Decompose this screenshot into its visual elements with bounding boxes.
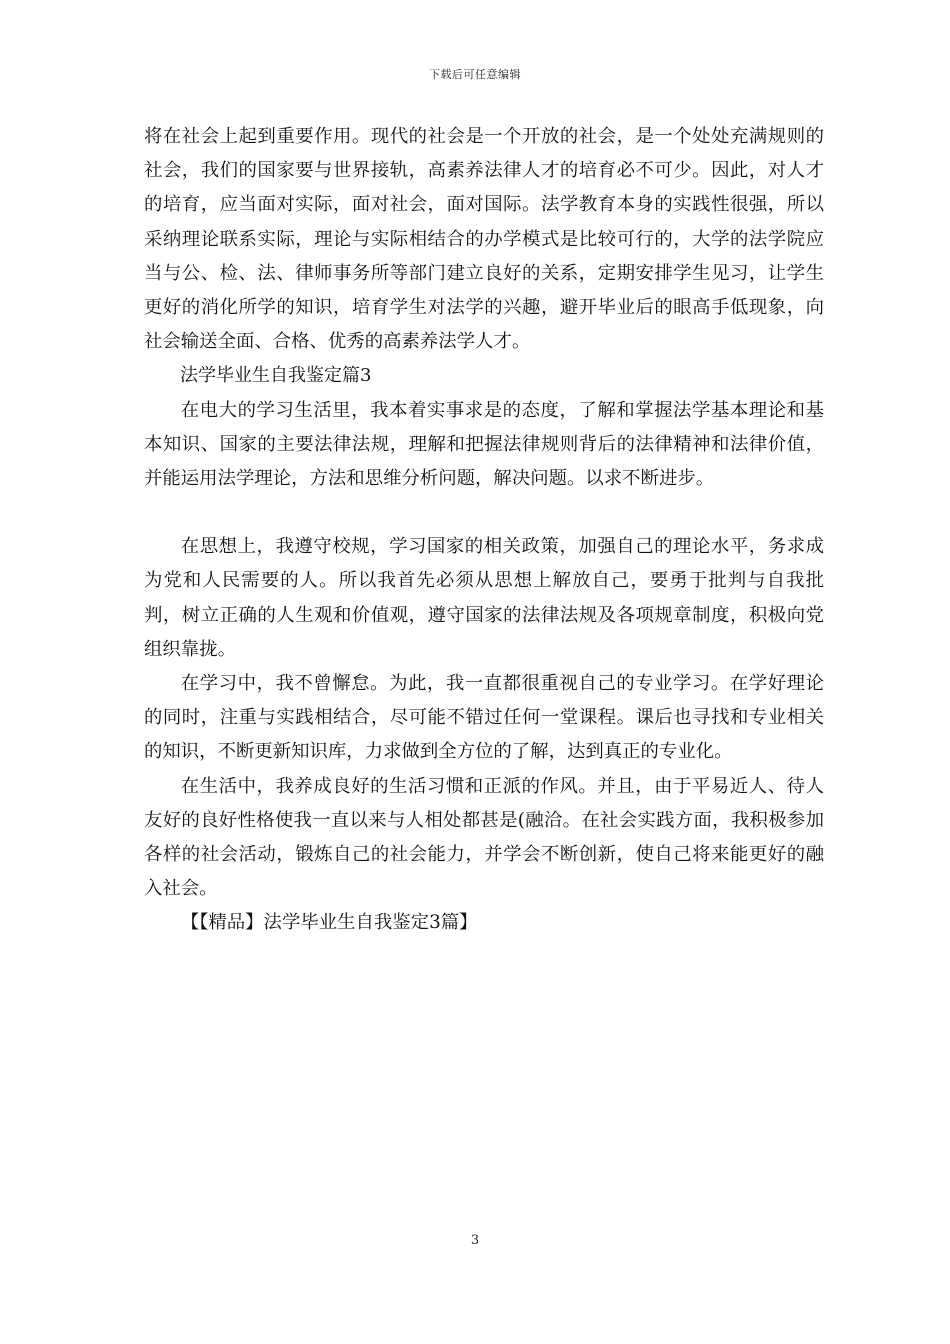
header-note: 下载后可任意编辑 (429, 68, 521, 81)
paragraph-life: 在生活中，我养成良好的生活习惯和正派的作风。并且，由于平易近人、待人友好的良好性格使我一直以来与人相处都甚是(融洽。在社会实践方面，我积极参加各样的社会活动，锻炼自己的社会能力，并学会不断创新，使自己将来能更好的融入社会。 (144, 775, 824, 900)
paragraph-continuation: 将在社会上起到重要作用。现代的社会是一个开放的社会，是一个处处充满规则的社会，我们的国家要与世界接轨，高素养法律人才的培育必不可少。因此，对人才的培育，应当面对实际，面对社会，面对国际。法学教育本身的实践性很强，所以采纳理论联系实际，理论与实际相结合的办学模式是比较可行的，大学的法学院应当与公、检、法、律师事务所等部门建立良好的关系，定期安排学生见习，让学生更好的消化所学的知识，培育学生对法学的兴趣，避开毕业后的眼高手低现象，向社会输送全面、合格、优秀的高素养法学人才。 (144, 126, 824, 353)
paragraph-ideology: 在思想上，我遵守校规，学习国家的相关政策，加强自己的理论水平，务求成为党和人民需要的人。所以我首先必须从思想上解放自己，要勇于批判与自我批判，树立正确的人生观和价值观，遵守国家的法律法规及各项规章制度，积极向党组织靠拢。 (144, 536, 824, 660)
paragraph-study: 在学习中，我不曾懈怠。为此，我一直都很重视自己的专业学习。在学好理论的同时，注重与实践相结合，尽可能不错过任何一堂课程。课后也寻找和专业相关的知识，不断更新知识库，力求做到全方位的了解，达到真正的专业化。 (144, 673, 824, 763)
page-number: 3 (470, 1233, 480, 1248)
paragraph-spacer (144, 496, 824, 530)
closing-title: 【【精品】法学毕业生自我鉴定3篇】 (180, 912, 478, 934)
section-heading: 法学毕业生自我鉴定篇3 (180, 365, 372, 387)
document-body (144, 120, 824, 941)
paragraph-study-attitude: 在电大的学习生活里，我本着实事求是的态度，了解和掌握法学基本理论和基本知识、国家的主要法律法规，理解和把握法律规则背后的法律精神和法律价值，并能运用法学理论，方法和思维分析问题，解决问题。以求不断进步。 (144, 399, 824, 490)
